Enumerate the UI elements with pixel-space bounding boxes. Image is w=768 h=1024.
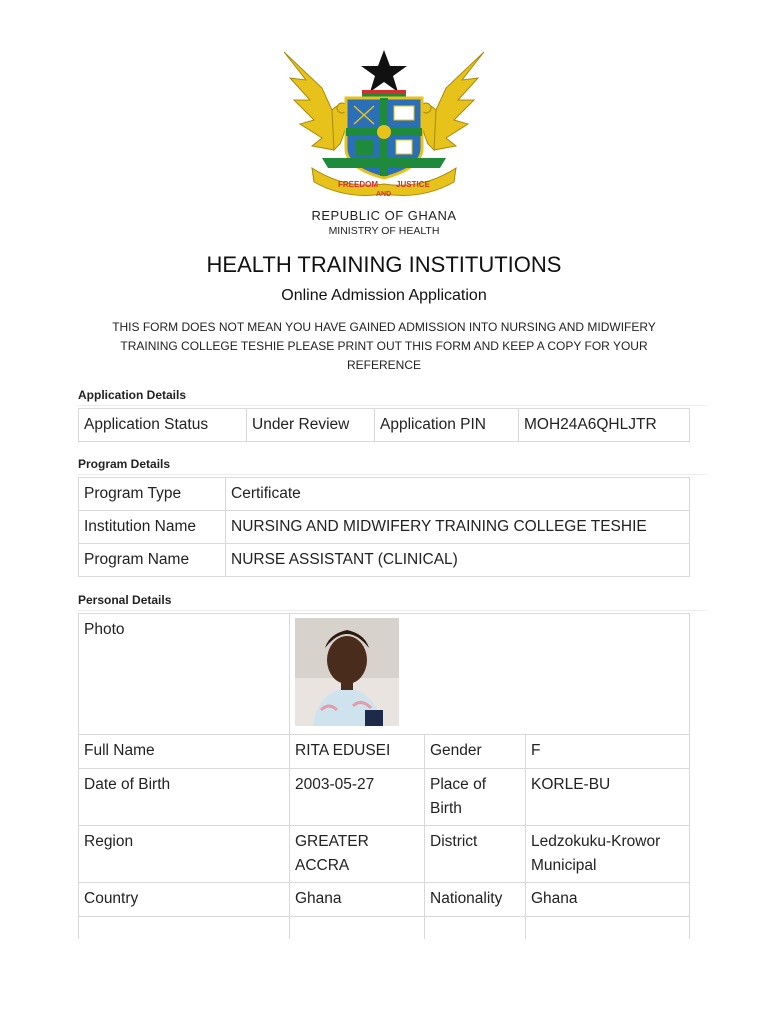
district-value: Ledzokuku-Krowor Municipal bbox=[526, 826, 690, 883]
empty-cell bbox=[79, 917, 290, 939]
country-label: Country bbox=[79, 883, 290, 917]
section-label-program: Program Details bbox=[78, 457, 171, 471]
program-name-label: Program Name bbox=[79, 544, 226, 577]
institution-name-label: Institution Name bbox=[79, 511, 226, 544]
table-row bbox=[79, 883, 690, 917]
nationality-label: Nationality bbox=[425, 883, 526, 917]
application-status-label: Application Status bbox=[79, 409, 247, 442]
ghana-coat-of-arms bbox=[276, 40, 492, 198]
right-eagle-icon bbox=[421, 52, 484, 150]
table-row bbox=[79, 409, 690, 442]
program-details-table bbox=[78, 477, 690, 577]
institution-name-value: NURSING AND MIDWIFERY TRAINING COLLEGE TESHIE bbox=[226, 511, 690, 544]
photo-cell bbox=[290, 614, 690, 735]
left-eagle-icon bbox=[284, 52, 347, 150]
full-name-label: Full Name bbox=[79, 735, 290, 769]
section-divider bbox=[78, 405, 706, 406]
table-row bbox=[79, 614, 690, 735]
page-subtitle: Online Admission Application bbox=[281, 287, 487, 304]
dob-value: 2003-05-27 bbox=[290, 769, 425, 826]
program-name-value: NURSE ASSISTANT (CLINICAL) bbox=[226, 544, 690, 577]
place-of-birth-value: KORLE-BU bbox=[526, 769, 690, 826]
ministry-heading: MINISTRY OF HEALTH bbox=[328, 225, 440, 237]
table-row bbox=[79, 735, 690, 769]
empty-cell bbox=[526, 917, 690, 939]
application-details-table bbox=[78, 408, 690, 442]
section-label-application: Application Details bbox=[78, 388, 187, 402]
motto-center: AND bbox=[376, 191, 392, 198]
republic-heading: REPUBLIC OF GHANA bbox=[311, 208, 457, 223]
photo-label: Photo bbox=[79, 614, 290, 735]
country-value: Ghana bbox=[290, 883, 425, 917]
application-pin-value: MOH24A6QHLJTR bbox=[519, 409, 690, 442]
nationality-value: Ghana bbox=[526, 883, 690, 917]
black-star-icon bbox=[361, 50, 407, 92]
region-value: GREATER ACCRA bbox=[290, 826, 425, 883]
table-row bbox=[79, 917, 690, 939]
district-label: District bbox=[425, 826, 526, 883]
admission-notice: THIS FORM DOES NOT MEAN YOU HAVE GAINED ADMISSION INTO NURSING AND MIDWIFERY TRAINING COLLEGE TESHIE PLEASE PRINT OUT THIS FORM AND KEEP A COPY FOR YOUR REFERENCE bbox=[112, 320, 656, 372]
region-label: Region bbox=[79, 826, 290, 883]
table-row bbox=[79, 826, 690, 883]
motto-right: JUSTICE bbox=[396, 180, 430, 189]
empty-cell bbox=[290, 917, 425, 939]
application-pin-label: Application PIN bbox=[375, 409, 519, 442]
dob-label: Date of Birth bbox=[79, 769, 290, 826]
gender-value: F bbox=[526, 735, 690, 769]
table-row bbox=[79, 544, 690, 577]
section-divider bbox=[78, 610, 706, 611]
section-divider bbox=[78, 474, 706, 475]
applicant-photo bbox=[295, 618, 399, 726]
full-name-value: RITA EDUSEI bbox=[290, 735, 425, 769]
program-type-value: Certificate bbox=[226, 478, 690, 511]
personal-details-table bbox=[78, 613, 690, 939]
empty-cell bbox=[425, 917, 526, 939]
place-of-birth-label: Place of Birth bbox=[425, 769, 526, 826]
table-row bbox=[79, 511, 690, 544]
page-title: HEALTH TRAINING INSTITUTIONS bbox=[206, 252, 562, 277]
program-type-label: Program Type bbox=[79, 478, 226, 511]
table-row bbox=[79, 478, 690, 511]
motto-left: FREEDOM bbox=[338, 180, 378, 189]
section-label-personal: Personal Details bbox=[78, 593, 172, 607]
application-status-value: Under Review bbox=[247, 409, 375, 442]
gender-label: Gender bbox=[425, 735, 526, 769]
table-row bbox=[79, 769, 690, 826]
